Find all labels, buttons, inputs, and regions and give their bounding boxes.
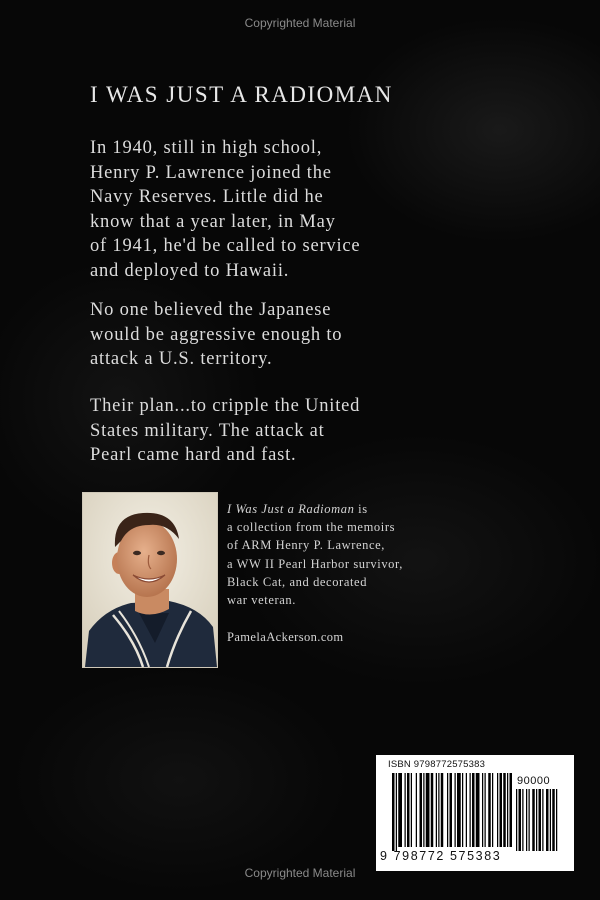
bio-line: of ARM Henry P. Lawrence, xyxy=(227,538,386,553)
bio-book-title: I Was Just a Radioman xyxy=(227,502,355,516)
bio-line-1 xyxy=(227,500,403,518)
synopsis-line: know that a year later, in May xyxy=(90,211,336,232)
synopsis-line: attack a U.S. territory. xyxy=(90,349,273,369)
copyright-watermark-top: Copyrighted Material xyxy=(244,16,356,30)
synopsis-paragraph-2 xyxy=(90,298,342,372)
isbn-barcode xyxy=(376,755,574,871)
synopsis-line: No one believed the Japanese xyxy=(90,300,332,320)
synopsis-line: of 1941, he'd be called to service xyxy=(90,236,361,256)
bio-line: Black Cat, and decorated xyxy=(227,574,368,589)
sailor-portrait-photo xyxy=(82,492,218,668)
bio-line-1-suffix: is xyxy=(354,502,368,516)
synopsis-paragraph-3 xyxy=(90,394,360,468)
synopsis-line: Navy Reserves. Little did he xyxy=(90,187,324,207)
price-code: 90000 xyxy=(517,775,551,787)
sailor-portrait-icon xyxy=(83,493,217,667)
copyright-watermark-bottom: Copyrighted Material xyxy=(244,866,356,880)
synopsis-paragraph-1 xyxy=(90,136,360,283)
synopsis-line: and deployed to Hawaii. xyxy=(90,260,290,281)
synopsis-line: Henry P. Lawrence joined the xyxy=(90,162,332,183)
isbn-label: ISBN 9798772575383 xyxy=(388,759,486,770)
synopsis-line: States military. The attack at xyxy=(90,420,325,441)
author-website: PamelaAckerson.com xyxy=(227,630,344,644)
synopsis-line: In 1940, still in high school, xyxy=(90,138,323,158)
bio-line: a collection from the memoirs xyxy=(227,520,396,535)
bio-line: a WW II Pearl Harbor survivor, xyxy=(227,556,404,571)
synopsis-line: Pearl came hard and fast. xyxy=(90,445,297,465)
synopsis-line: would be aggressive enough to xyxy=(90,324,343,345)
bio-line: war veteran. xyxy=(227,593,296,608)
author-bio xyxy=(227,500,403,609)
synopsis-line: Their plan...to cripple the United xyxy=(90,396,361,416)
barcode-digits: 9 798772 575383 xyxy=(380,849,502,863)
book-title: I WAS JUST A RADIOMAN xyxy=(90,82,393,107)
